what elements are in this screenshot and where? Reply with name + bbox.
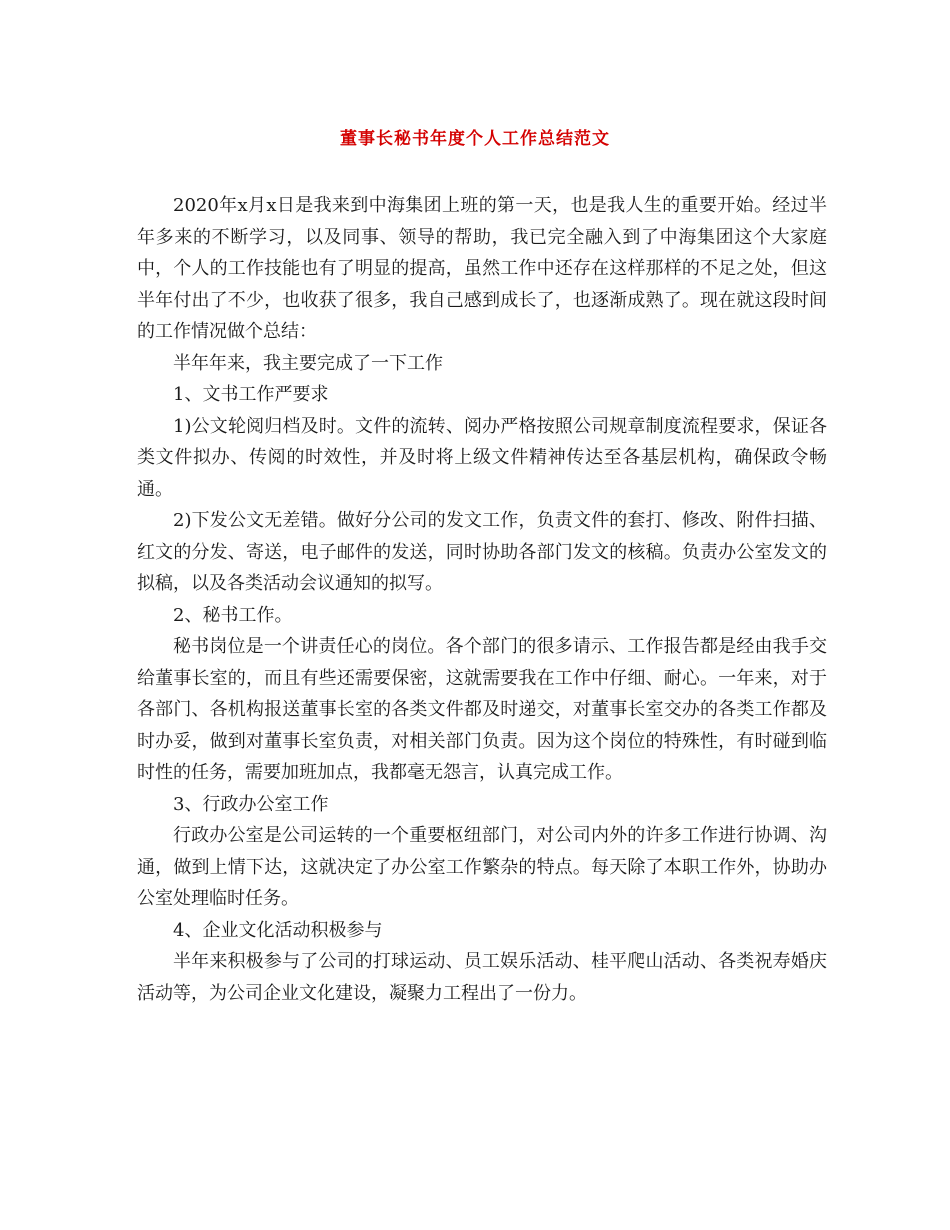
paragraph-section-3: 行政办公室是公司运转的一个重要枢纽部门，对公司内外的许多工作进行协调、沟通，做到上情下达，这就决定了办公室工作繁杂的特点。每天除了本职工作外，协助办公室处理临时任务。	[137, 825, 827, 909]
paragraph-item-1-2: 2)下发公文无差错。做好分公司的发文工作，负责文件的套打、修改、附件扫描、红文的分发、寄送，电子邮件的发送，同时协助各部门发文的核稿。负责办公室发文的拟稿，以及各类活动会议通知的拟写。	[137, 510, 827, 594]
paragraph-section-4: 半年来积极参与了公司的打球运动、员工娱乐活动、桂平爬山活动、各类祝寿婚庆活动等，为公司企业文化建设，凝聚力工程出了一份力。	[137, 951, 827, 1004]
section-heading-2: 2、秘书工作。	[173, 604, 293, 626]
document-body	[137, 190, 827, 1009]
section-heading-3: 3、行政办公室工作	[173, 793, 329, 815]
paragraph-summary-lead: 半年年来，我主要完成了一下工作	[173, 352, 443, 374]
paragraph-intro: 2020年x月x日是我来到中海集团上班的第一天，也是我人生的重要开始。经过半年多来的不断学习，以及同事、领导的帮助，我已完全融入到了中海集团这个大家庭中，个人的工作技能也有了明显的提高，虽然工作中还存在这样那样的不足之处，但这半年付出了不少，也收获了很多，我自己感到成长了，也逐渐成熟了。现在就这段时间的工作情况做个总结：	[137, 195, 827, 342]
section-heading-4: 4、企业文化活动积极参与	[173, 919, 383, 941]
document-title: 董事长秘书年度个人工作总结范文	[340, 129, 610, 149]
paragraph-section-2: 秘书岗位是一个讲责任心的岗位。各个部门的很多请示、工作报告都是经由我手交给董事长室的，而且有些还需要保密，这就需要我在工作中仔细、耐心。一年来，对于各部门、各机构报送董事长室的各类文件都及时递交，对董事长室交办的各类工作都及时办妥，做到对董事长室负责，对相关部门负责。因为这个岗位的特殊性，有时碰到临时性的任务，需要加班加点，我都毫无怨言，认真完成工作。	[137, 636, 827, 783]
section-heading-1: 1、文书工作严要求	[173, 384, 329, 405]
paragraph-item-1-1: 1)公文轮阅归档及时。文件的流转、阅办严格按照公司规章制度流程要求，保证各类文件拟办、传阅的时效性，并及时将上级文件精神传达至各基层机构，确保政令畅通。	[137, 415, 827, 500]
